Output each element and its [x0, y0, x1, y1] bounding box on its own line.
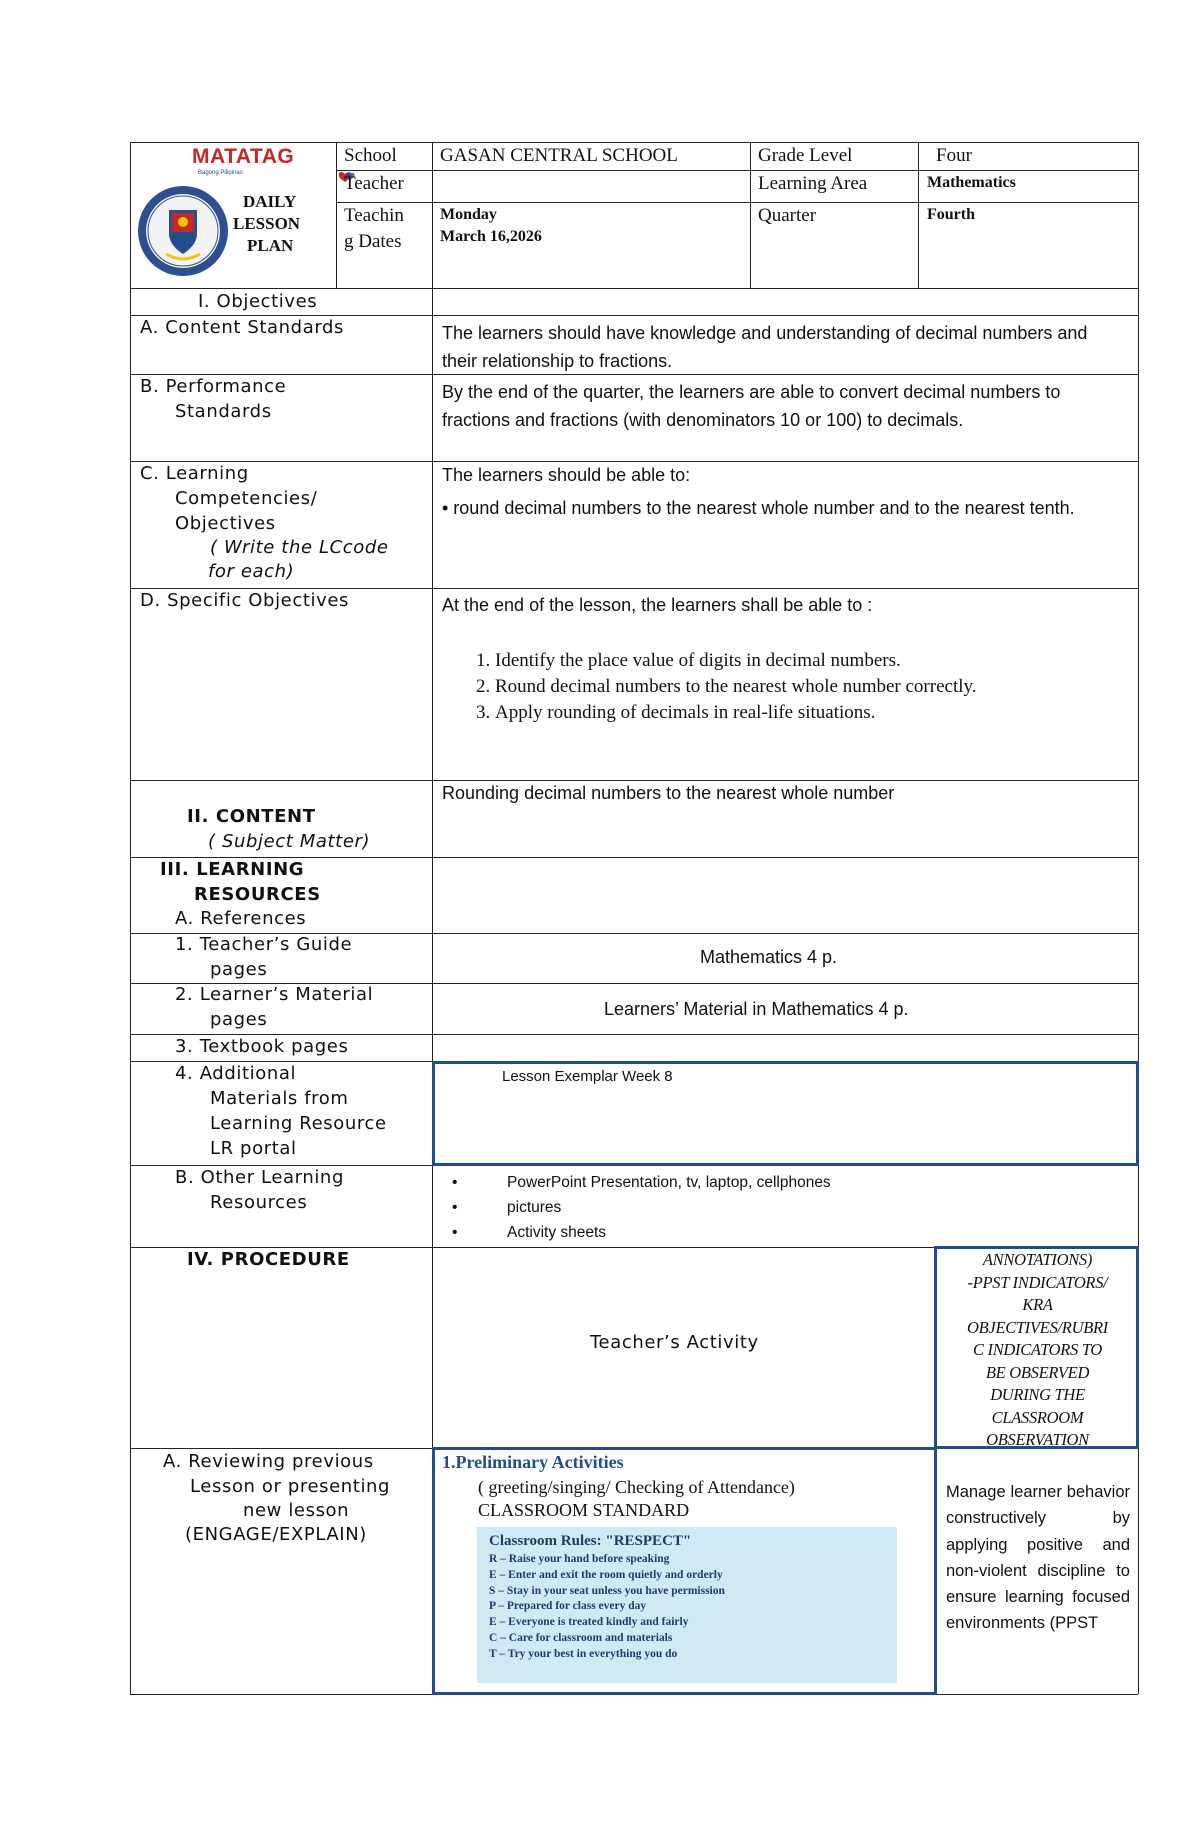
content-text: Rounding decimal numbers to the nearest whole number — [442, 783, 895, 803]
learners-material-label: pages — [210, 1009, 268, 1030]
row-line — [336, 170, 1138, 171]
learners-material-label: 2. Learner’s Material — [175, 984, 374, 1005]
row-line — [130, 461, 1138, 462]
specific-objectives-label: D. Specific Objectives — [140, 590, 350, 611]
resources-heading: RESOURCES — [194, 884, 321, 905]
title-lesson: LESSON — [233, 214, 301, 233]
annotation-line: DURING THE — [990, 1385, 1085, 1404]
additional-materials-label: 4. Additional — [175, 1063, 297, 1084]
quarter-value: Fourth — [927, 206, 975, 223]
review-label: A. Reviewing previous — [163, 1451, 374, 1472]
rule-item: E – Enter and exit the room quietly and orderly — [489, 1568, 723, 1581]
specific-objectives-list — [457, 648, 977, 726]
dates-date: March 16,2026 — [440, 228, 542, 245]
performance-standards-text: By the end of the quarter, the learners are able to convert decimal numbers to fractions and fractions (with denominators 10 or 100) to decimals. — [442, 382, 1061, 430]
competencies-label: Competencies/ — [175, 488, 318, 509]
other-resources-label: Resources — [210, 1192, 308, 1213]
annotation-line: ANNOTATIONS) — [982, 1250, 1093, 1269]
logo-tagline: Bagong Pilipinas — [198, 170, 243, 176]
learning-area-value: Mathematics — [927, 174, 1016, 191]
content-standards-text: The learners should have knowledge and understanding of decimal numbers and their relationship to fractions. — [442, 323, 1088, 371]
teacher-label: Teacher — [344, 173, 404, 194]
competencies-label: Objectives — [175, 513, 276, 534]
table-border-right — [1138, 142, 1139, 1694]
school-value: GASAN CENTRAL SCHOOL — [440, 145, 678, 166]
row-line — [130, 780, 1138, 781]
review-label: (ENGAGE/EXPLAIN) — [185, 1524, 367, 1545]
row-line — [130, 1034, 1138, 1035]
specific-objectives-intro: At the end of the lesson, the learners shall be able to : — [442, 595, 873, 615]
preliminary-sub: ( greeting/singing/ Checking of Attendance) — [478, 1477, 795, 1497]
annotation-line: OBSERVATION — [986, 1430, 1089, 1449]
title-plan: PLAN — [247, 236, 294, 255]
performance-standards-label: Standards — [175, 401, 272, 422]
content-heading: II. CONTENT — [187, 806, 316, 827]
deped-seal-icon — [136, 184, 230, 278]
dates-label: Teachin — [344, 205, 404, 226]
matatag-logo: MATATAG — [192, 145, 295, 168]
rule-item: S – Stay in your seat unless you have permission — [489, 1584, 725, 1597]
annotation-line: KRA — [1022, 1295, 1053, 1314]
classroom-standard-heading: CLASSROOM STANDARD — [478, 1500, 690, 1520]
annotation-line: CLASSROOM — [991, 1407, 1084, 1427]
teachers-guide-label: pages — [210, 959, 268, 980]
rule-item: P – Prepared for class every day — [489, 1600, 647, 1613]
resource-item: • Activity sheets — [452, 1220, 831, 1245]
school-label: School — [344, 145, 397, 166]
lesson-plan-table — [130, 142, 1138, 1694]
header-divider — [750, 142, 751, 288]
dates-label: g Dates — [344, 231, 402, 252]
row-line — [130, 857, 1138, 858]
competencies-label: C. Learning — [140, 463, 249, 484]
header-divider — [432, 142, 433, 288]
resources-heading: III. LEARNING — [160, 859, 305, 880]
row-line — [130, 288, 1138, 289]
teachers-guide-value: Mathematics 4 p. — [700, 947, 838, 967]
annotations-column — [940, 1249, 1135, 1452]
rule-item: T – Try your best in everything you do — [489, 1647, 678, 1660]
objectives-heading: I. Objectives — [198, 291, 318, 312]
annotation-line: OBJECTIVES/RUBRI — [967, 1317, 1108, 1337]
manage-behavior-text: Manage learner behavior constructively by applying positive and non-violent discipline to ensure learning focused environments (PPST — [946, 1483, 1130, 1633]
content-standards-label: A. Content Standards — [140, 317, 345, 338]
competencies-note: ( Write the LCcode — [210, 537, 389, 558]
header-divider — [336, 142, 337, 288]
additional-materials-value: Lesson Exemplar Week 8 — [502, 1068, 673, 1085]
grade-label: Grade Level — [758, 145, 853, 166]
objective-item: 3. Apply rounding of decimals in real-life situations. — [495, 700, 977, 726]
annotation-line: BE OBSERVED — [985, 1362, 1090, 1382]
teacher-activity-heading: Teacher’s Activity — [590, 1332, 759, 1353]
grade-value: Four — [936, 145, 972, 166]
review-label: Lesson or presenting — [190, 1476, 391, 1497]
row-line — [130, 315, 1138, 316]
objective-item: 1. Identify the place value of digits in decimal numbers. — [495, 648, 977, 674]
additional-materials-label: LR portal — [210, 1138, 297, 1159]
rule-item: R – Raise your hand before speaking — [489, 1553, 670, 1565]
procedure-heading: IV. PROCEDURE — [187, 1249, 350, 1270]
competencies-item: • round decimal numbers to the nearest whole number and to the nearest tenth. — [442, 498, 1075, 518]
annotation-line: -PPST INDICATORS/ — [967, 1272, 1108, 1292]
resource-item: • PowerPoint Presentation, tv, laptop, cellphones — [452, 1170, 831, 1195]
review-label: new lesson — [243, 1500, 350, 1521]
resource-item: • pictures — [452, 1195, 831, 1220]
row-line — [130, 588, 1138, 589]
title-daily: DAILY — [243, 192, 297, 211]
teachers-guide-label: 1. Teacher’s Guide — [175, 934, 353, 955]
competencies-intro: The learners should be able to: — [442, 465, 691, 485]
references-label: A. References — [175, 908, 307, 929]
additional-materials-label: Materials from — [210, 1088, 349, 1109]
preliminary-title: 1.Preliminary Activities — [442, 1452, 624, 1472]
learning-area-label: Learning Area — [758, 173, 868, 194]
textbook-label: 3. Textbook pages — [175, 1036, 349, 1057]
other-resources-label: B. Other Learning — [175, 1167, 344, 1188]
row-line — [130, 142, 1138, 143]
annotation-line: C INDICATORS TO — [972, 1340, 1103, 1359]
learners-material-value: Learners’ Material in Mathematics 4 p. — [604, 999, 909, 1019]
performance-standards-label: B. Performance — [140, 376, 287, 397]
additional-materials-label: Learning Resource — [210, 1113, 387, 1134]
classroom-rules-box — [477, 1527, 897, 1683]
dates-day: Monday — [440, 206, 497, 223]
competencies-note: for each) — [208, 561, 295, 582]
quarter-label: Quarter — [758, 205, 817, 226]
rules-title: Classroom Rules: "RESPECT" — [489, 1533, 692, 1549]
other-resources-list — [436, 1170, 831, 1245]
header-divider — [918, 142, 919, 288]
rule-item: E – Everyone is treated kindly and fairly — [489, 1616, 689, 1629]
objective-item: 2. Round decimal numbers to the nearest whole number correctly. — [495, 674, 977, 700]
content-subheading: ( Subject Matter) — [208, 831, 371, 852]
rules-list — [489, 1552, 725, 1663]
row-line — [336, 202, 1138, 203]
rule-item: C – Care for classroom and materials — [489, 1631, 673, 1644]
